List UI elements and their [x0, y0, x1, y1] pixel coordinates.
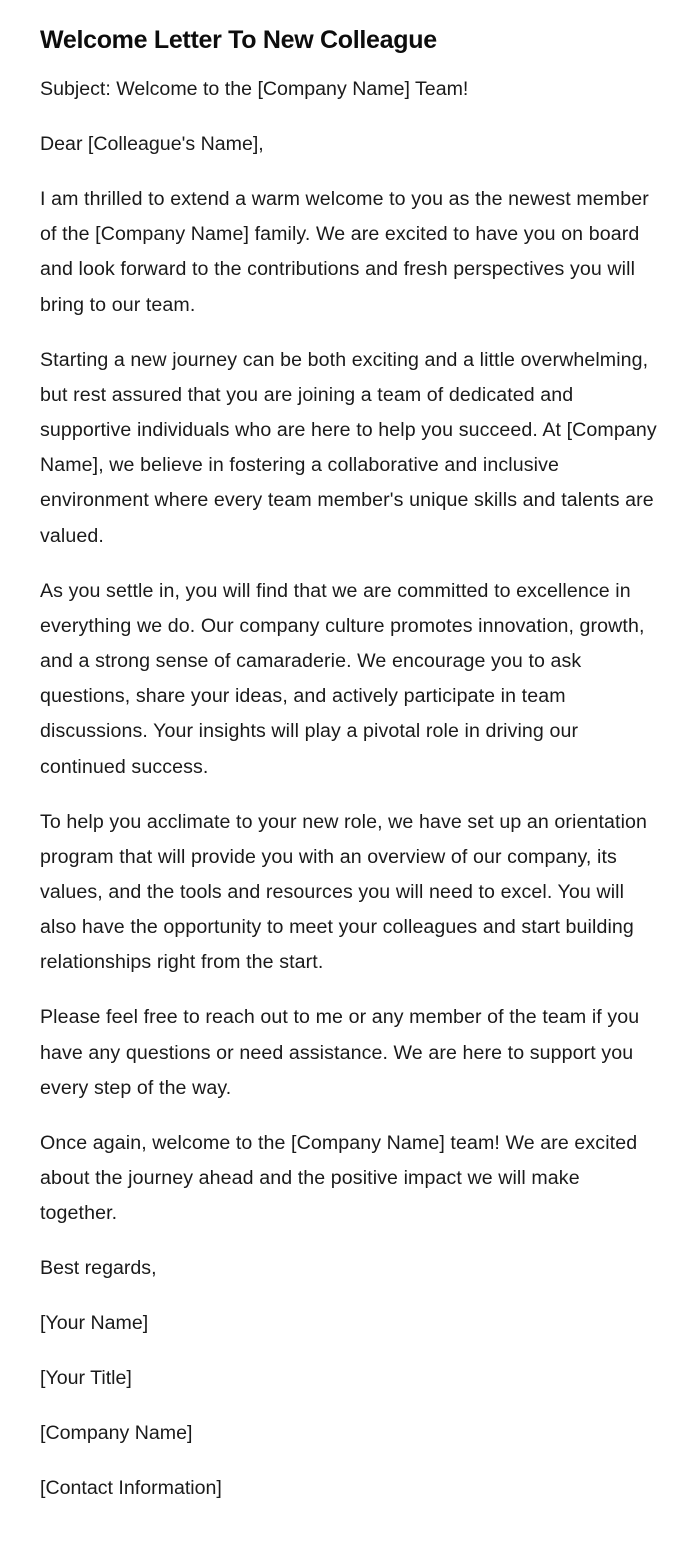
letter-title: Welcome Letter To New Colleague: [40, 26, 437, 54]
signature-title: [Your Title]: [40, 1367, 132, 1390]
body-paragraph-3: As you settle in, you will find that we are committed to excellence in everything we do. Our company culture promotes innovation, growth, and a strong sense of camaraderie. We encourage you to ask questions, share your ideas, and actively participate in team discussions. Your insights will play a pivotal role in driving our continued success.: [40, 579, 645, 778]
signature-contact: [Contact Information]: [40, 1477, 222, 1500]
signature-company: [Company Name]: [40, 1422, 193, 1445]
body-paragraph-5: Please feel free to reach out to me or any member of the team if you have any questions or need assistance. We are here to support you every step of the way.: [40, 1006, 640, 1099]
signature-name: [Your Name]: [40, 1312, 149, 1335]
closing: Best regards,: [40, 1257, 157, 1280]
body-paragraph-2: Starting a new journey can be both exciting and a little overwhelming, but rest assured that you are joining a team of dedicated and supportive individuals who are here to help you succeed. At [Company Name], we believe in fostering a collaborative and inclusive environment where every team member's unique skills and talents are valued.: [40, 348, 657, 547]
subject-line: Subject: Welcome to the [Company Name] Team!: [40, 78, 469, 100]
body-paragraph-1: I am thrilled to extend a warm welcome to you as the newest member of the [Company Name] family. We are excited to have you on board and look forward to the contributions and fresh perspectives you will bring to our team.: [40, 188, 649, 316]
body-paragraph-6: Once again, welcome to the [Company Name] team! We are excited about the journey ahead and the positive impact we will make together.: [40, 1131, 638, 1225]
salutation: Dear [Colleague's Name],: [40, 133, 264, 155]
body-paragraph-4: To help you acclimate to your new role, we have set up an orientation program that will provide you with an overview of our company, its values, and the tools and resources you will need to excel. You will also have the opportunity to meet your colleagues and start building relationships right from the start.: [40, 810, 648, 974]
